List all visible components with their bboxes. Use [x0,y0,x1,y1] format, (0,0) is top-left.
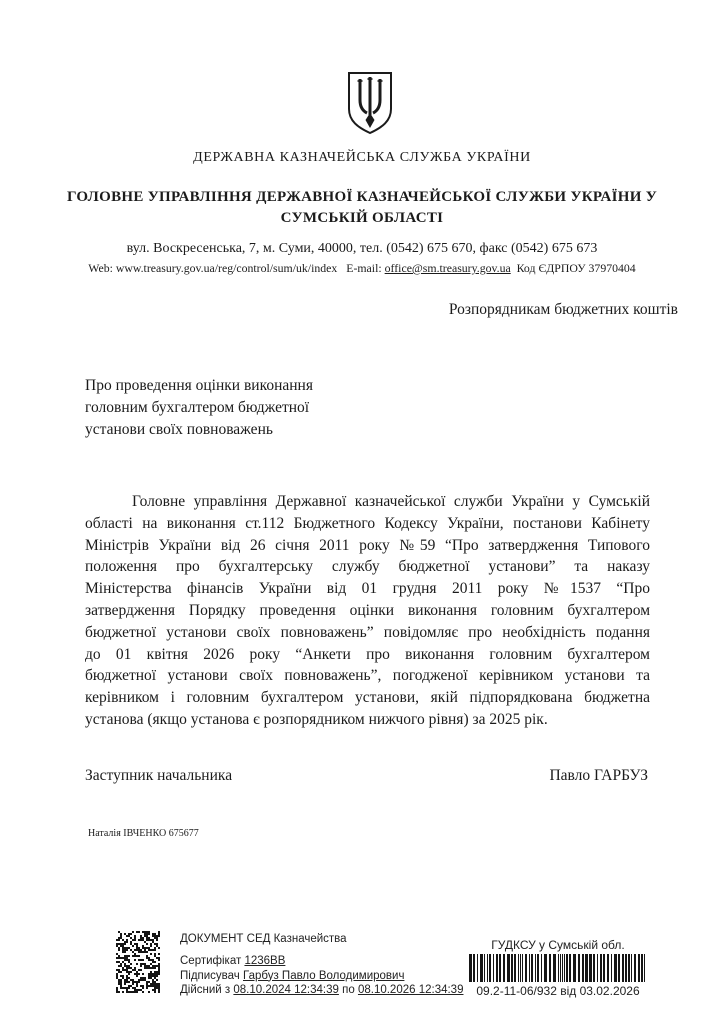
sed-title: ДОКУМЕНТ СЕД Казначейства [180,933,347,945]
signature-row [85,767,648,785]
email-link[interactable]: office@sm.treasury.gov.ua [384,261,511,275]
registration-number: 09.2-11-06/932 від 03.02.2026 [476,984,640,998]
body-line: установа (якщо установа є розпорядником нижчого рівня) за 2025 рік. [85,710,548,728]
barcode-icon [469,954,647,982]
signer-name: Павло ГАРБУЗ [549,767,648,784]
body-line: затвердження Порядку проведення оцінки виконання головним бухгалтером [85,601,650,619]
department-name-line1: ГОЛОВНЕ УПРАВЛІННЯ ДЕРЖАВНОЇ КАЗНАЧЕЙСЬКОЇ СЛУЖБИ УКРАЇНИ У [66,189,658,205]
edrpou-code: Код ЄДРПОУ 37970404 [516,261,636,275]
sed-certificate-line [180,954,463,969]
subject-line: установи своїх повноважень [85,421,273,438]
executor-note: Наталія ІВЧЕНКО 675677 [88,828,199,839]
sed-signer-line [180,969,463,984]
body-line: області на виконання ст.112 Бюджетного Кодексу України, постанови Кабінету [85,514,650,532]
body-line: положення про бухгалтерську службу бюджетної установи” та наказу [85,558,650,576]
body-line: керівником і головним бухгалтером установи, якій підпорядкована бюджетна [85,689,650,707]
registration-office: ГУДКСУ у Сумській обл. [491,938,625,952]
agency-name: ДЕРЖАВНА КАЗНАЧЕЙСЬКА СЛУЖБА УКРАЇНИ [193,150,531,165]
valid-to-label: по [342,984,355,996]
email-label: E-mail: [346,261,382,275]
signer-position: Заступник начальника [85,767,233,784]
registration-stamp-block [460,938,656,998]
signer-label: Підписувач [180,969,240,982]
body-line: бюджетної установи своїх повноважень”, погодженої керівником установи та [85,667,650,685]
department-name [0,187,724,229]
subject-line: головним бухгалтером бюджетної [85,399,310,416]
body-line: Міністрів України від 26 січня 2011 року №59 “Про затвердження Типового [85,536,650,554]
sed-validity-line [180,983,463,998]
valid-from-value: 08.10.2024 12:34:39 [233,984,339,996]
certificate-value: 1236ВВ [244,955,286,967]
valid-to-value: 08.10.2026 12:34:39 [357,984,464,996]
qr-stamp-icon [116,931,160,993]
trident-emblem-icon [343,71,397,135]
subject-block [85,375,313,441]
valid-from-label: Дійсний з [180,984,231,996]
signer-value: Гарбуз Павло Володимирович [243,969,405,982]
body-line: бюджетної установи своїх повноважень” повідомляє про необхідність подання [85,623,650,641]
contacts-line [0,261,724,276]
address-line: вул. Воскресенська, 7, м. Суми, 40000, тел. (0542) 675 670, факс (0542) 675 673 [126,241,598,256]
body-line: Міністерства фінансів України від 01 грудня 2011 року №1537 “Про [85,580,650,598]
certificate-label: Сертифікат [180,955,242,967]
recipient-line: Розпорядникам бюджетних коштів [448,301,678,318]
body-line: Головне управління Державної казначейської служби України у Сумській [132,493,650,510]
subject-line: Про проведення оцінки виконання [85,377,313,394]
sed-stamp-block [180,933,463,998]
web-url: Web: www.treasury.gov.ua/reg/control/sum/uk/index [88,261,338,275]
body-line: до 01 квітня 2026 року “Анкети про виконання головним бухгалтером [85,645,650,663]
body-paragraph [85,491,650,731]
department-name-line2: СУМСЬКІЙ ОБЛАСТІ [280,210,444,226]
